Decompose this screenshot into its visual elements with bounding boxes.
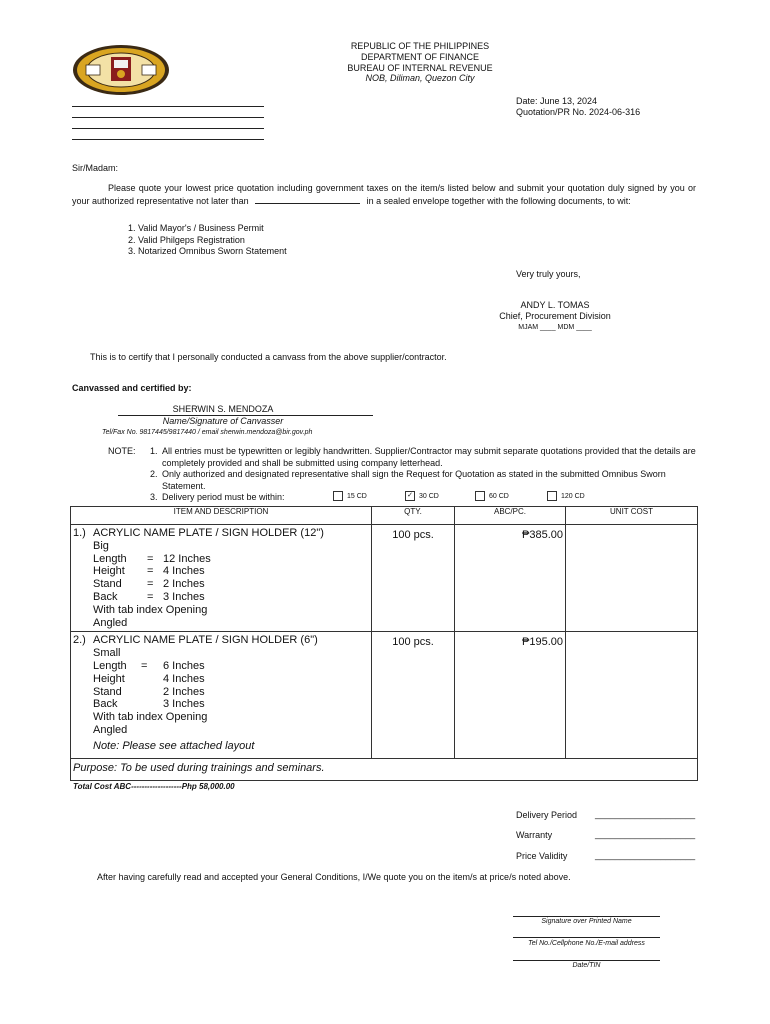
date-label: Date: June 13, 2024 (516, 96, 598, 106)
table-row (71, 632, 698, 759)
address-line-2 (72, 117, 264, 118)
quotation-number: Quotation/PR No. 2024-06-316 (516, 107, 641, 117)
items-table (70, 506, 698, 781)
date-tin-caption: Date/TIN (572, 962, 601, 969)
spec-line: Back 3 Inches (93, 698, 205, 711)
spec-line: Height 4 Inches (93, 672, 205, 685)
salutation: Sir/Madam: (72, 163, 119, 173)
spec-line: With tab index Opening (93, 711, 208, 724)
spec-line: Angled (93, 616, 128, 629)
checkbox-30cd[interactable]: ✓ (405, 491, 415, 501)
header-abc: ABC/PC. (455, 507, 566, 525)
header-qty: QTY. (372, 507, 455, 525)
list-item: 1. All entries must be typewritten or legibly handwritten. Supplier/Contractor may submit separate quotations provided that the details are completely provided and shall be submitted using company letterhead. (150, 446, 696, 468)
list-item: 2. Valid Philgeps Registration (128, 234, 245, 245)
spec-line: Angled (93, 723, 128, 736)
contact-caption: Tel No./Cellphone No./E-mail address (528, 940, 645, 947)
item-qty: 100 pcs. (372, 632, 455, 759)
header-republic: REPUBLIC OF THE PHILIPPINES (350, 41, 490, 51)
spec-line: With tab index Opening (93, 603, 208, 616)
checkbox-120cd[interactable] (547, 491, 557, 501)
signatory-name: ANDY L. TOMAS (520, 300, 590, 310)
intro-paragraph (72, 183, 696, 207)
canvasser-name: SHERWIN S. MENDOZA (172, 404, 274, 414)
list-item: 2. Only authorized and designated representative shall sign the Request for Quotation as stated in the submitted Omnibus Sworn Statement. (150, 469, 666, 491)
spec-line: Big (93, 539, 109, 552)
intro-part-2: in a sealed envelope together with the following documents, to wit: (366, 195, 631, 206)
signature-line[interactable] (513, 916, 660, 917)
date-tin-line[interactable] (513, 960, 660, 961)
header-department: DEPARTMENT OF FINANCE (360, 52, 479, 62)
delivery-period-label: Delivery Period (516, 810, 578, 820)
list-item: 1. Valid Mayor's / Business Permit (128, 223, 264, 233)
item-title: ACRYLIC NAME PLATE / SIGN HOLDER (6") (93, 634, 318, 647)
note-label: NOTE: (108, 446, 136, 456)
contact-line[interactable] (513, 937, 660, 938)
address-line-3 (72, 128, 264, 129)
list-item: 3. Delivery period must be within: (150, 492, 285, 502)
price-validity-blank[interactable]: ____________________ (595, 850, 696, 860)
purpose-text: Purpose: To be used during trainings and seminars. (71, 759, 698, 781)
list-item: 3. Notarized Omnibus Sworn Statement (128, 246, 287, 256)
requirements-list (128, 223, 287, 258)
item-description: 2.) ACRYLIC NAME PLATE / SIGN HOLDER (6") Small Length = 6 Inches Height 4 Inches Stand 2 Inches Back 3 Inches With tab index Opening Angled Note: Please see attached layout (71, 632, 372, 759)
spec-line: Stand = 2 Inches (93, 578, 205, 591)
header-item: ITEM AND DESCRIPTION (71, 507, 372, 525)
spec-line: Height = 4 Inches (93, 565, 205, 578)
table-header-row (71, 507, 698, 525)
warranty-blank[interactable]: ____________________ (595, 829, 696, 839)
bir-seal-logo (72, 43, 170, 97)
closing: Very truly yours, (516, 269, 581, 279)
item-abc: ₱385.00 (455, 525, 566, 632)
delivery-period-blank[interactable]: ____________________ (595, 809, 696, 819)
acceptance-text: After having carefully read and accepted your General Conditions, I/We quote you on the item/s at price/s noted above. (97, 872, 571, 882)
spec-line: Length = 6 Inches (93, 659, 205, 672)
purpose-row (71, 759, 698, 781)
initials: MJAM ____ MDM ____ (518, 324, 592, 331)
spec-line: Back = 3 Inches (93, 590, 205, 603)
table-row (71, 525, 698, 632)
signatory-title: Chief, Procurement Division (499, 311, 611, 321)
checkbox-60cd[interactable] (475, 491, 485, 501)
item-unit-cost (566, 525, 698, 632)
warranty-label: Warranty (516, 830, 553, 840)
spec-line: Length = 12 Inches (93, 552, 211, 565)
signature-caption: Signature over Printed Name (541, 918, 632, 925)
canvasser-contact: Tel/Fax No. 9817445/9817440 / email sherwin.mendoza@bir.gov.ph (102, 429, 313, 436)
canvassed-label: Canvassed and certified by: (72, 383, 192, 393)
delivery-option-30[interactable]: ✓ 30 CD (405, 491, 439, 501)
deadline-blank (255, 195, 360, 204)
spec-line: Small (93, 647, 121, 660)
header-unit-cost: UNIT COST (566, 507, 698, 525)
item-abc: ₱195.00 (455, 632, 566, 759)
address-line-4 (72, 139, 264, 140)
header-address: NOB, Diliman, Quezon City (365, 73, 475, 83)
attached-layout-note: Note: Please see attached layout (93, 739, 255, 752)
header-bureau: BUREAU OF INTERNAL REVENUE (347, 63, 493, 73)
address-line-1 (72, 106, 264, 107)
intro-part-1: Please quote your lowest price quotation including government taxes on the item/s listed below and submit your quotation duly signed by you or your authorized representative not later than (72, 183, 696, 206)
checkbox-15cd[interactable] (333, 491, 343, 501)
canvasser-caption: Name/Signature of Canvasser (162, 416, 284, 426)
item-description: 1.) ACRYLIC NAME PLATE / SIGN HOLDER (12") Big Length = 12 Inches Height = 4 Inches Stand = 2 Inches Back = 3 Inches With tab index Opening Angled (71, 525, 372, 632)
item-qty: 100 pcs. (372, 525, 455, 632)
total-cost: Total Cost ABC-------------------Php 58,000.00 (73, 782, 235, 791)
delivery-option-60[interactable]: 60 CD (475, 491, 509, 501)
certify-text: This is to certify that I personally conducted a canvass from the above supplier/contractor. (90, 352, 447, 362)
item-unit-cost (566, 632, 698, 759)
price-validity-label: Price Validity (516, 851, 568, 861)
delivery-option-15[interactable]: 15 CD (333, 491, 367, 501)
item-title: ACRYLIC NAME PLATE / SIGN HOLDER (12") (93, 527, 324, 539)
delivery-option-120[interactable]: 120 CD (547, 491, 585, 501)
spec-line: Stand 2 Inches (93, 685, 205, 698)
